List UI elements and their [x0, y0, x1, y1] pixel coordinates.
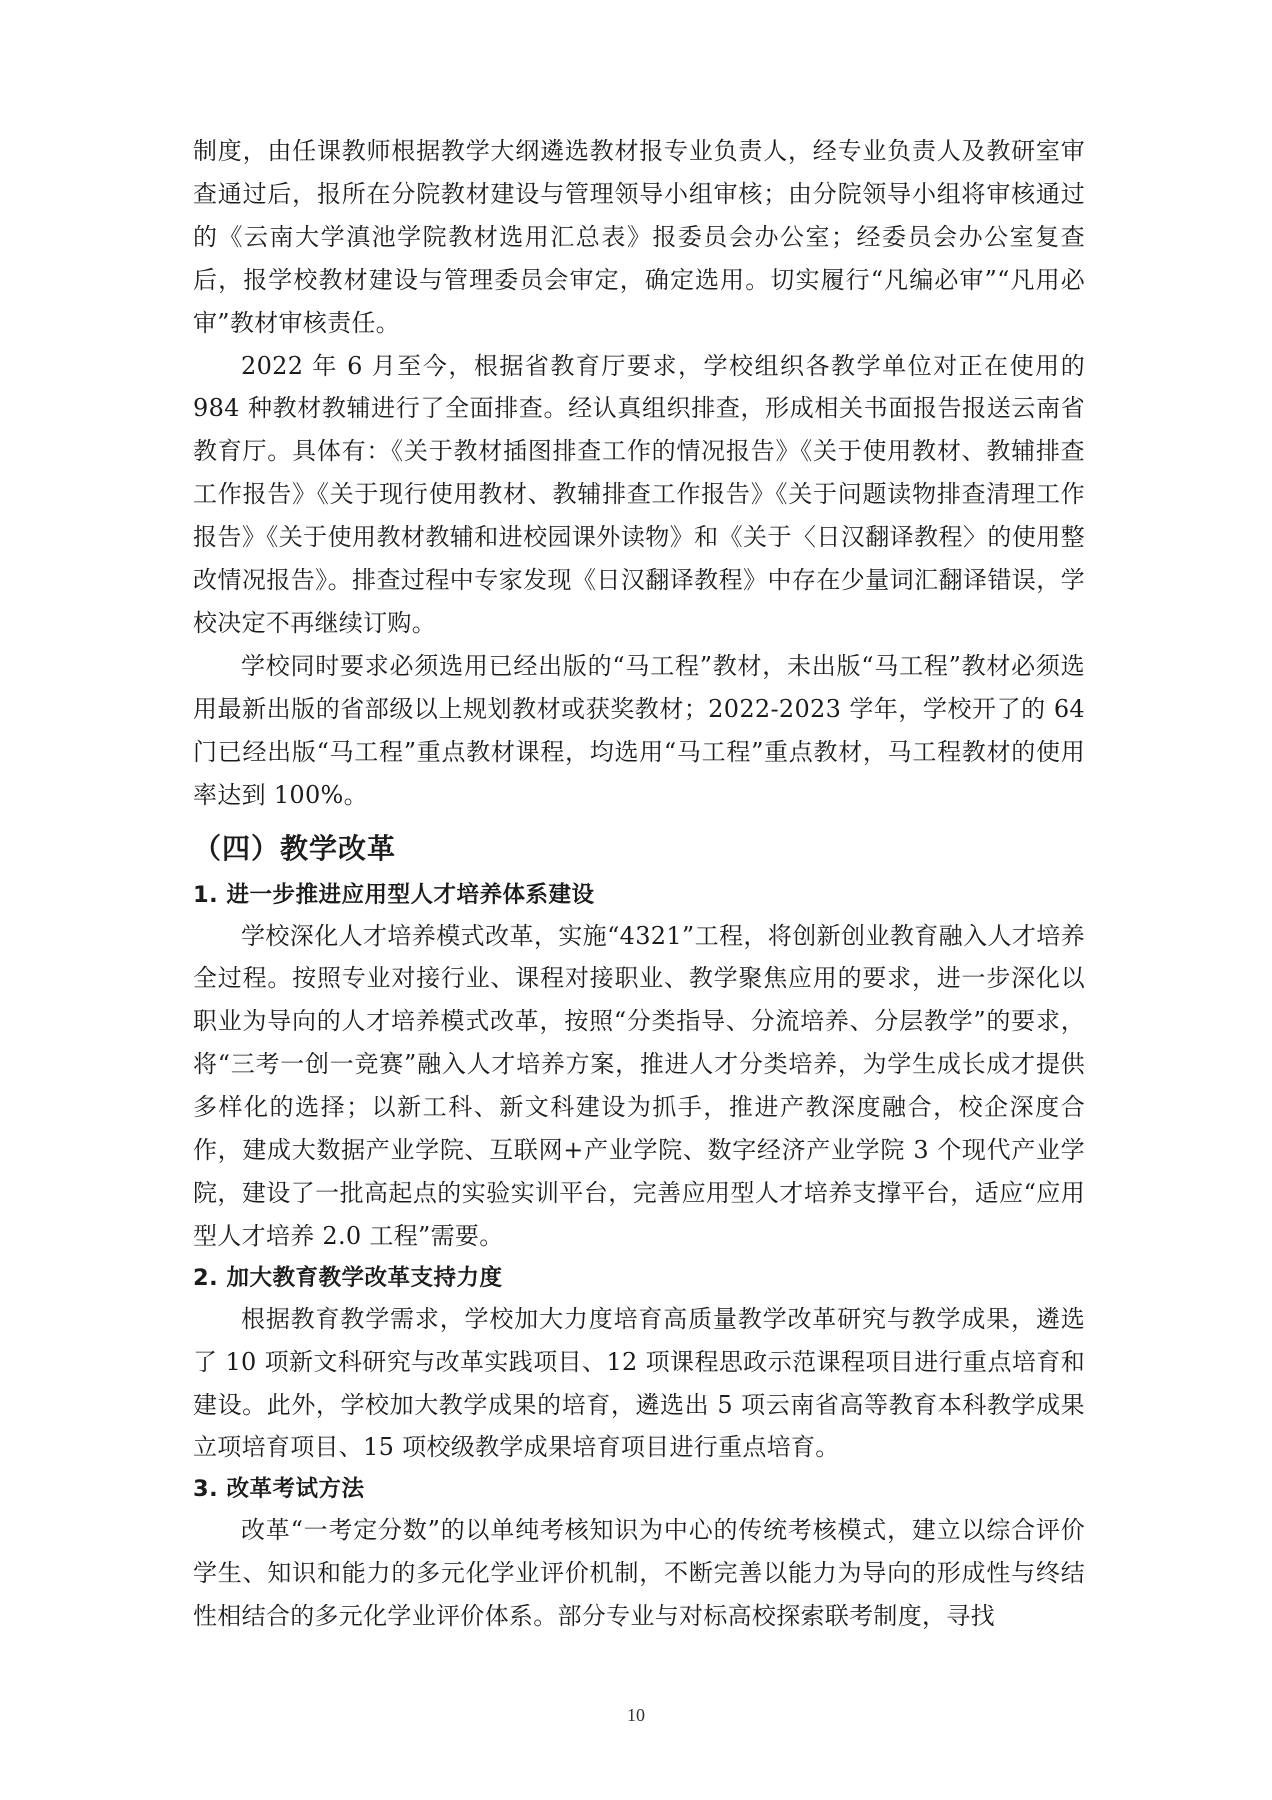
- paragraph-mgc-textbooks: 学校同时要求必须选用已经出版的“马工程”教材，未出版“马工程”教材必须选用最新出版的省部级以上规划教材或获奖教材；2022-2023 学年，学校开了的 64 门已经出版“马工程”重点教材课程，均选用“马工程”重点教材，马工程教材的使用率达到 100%。: [193, 651, 1085, 809]
- document-body: [193, 130, 1085, 1638]
- subheading-exam-reform: 3. 改革考试方法: [193, 1476, 365, 1503]
- subheading-reform-support: 2. 加大教育教学改革支持力度: [193, 1264, 503, 1291]
- page-number: 10: [627, 1705, 645, 1725]
- paragraph-reform-projects: 根据教育教学需求，学校加大力度培育高质量教学改革研究与教学成果，遴选了 10 项新文科研究与改革实践项目、12 项课程思政示范课程项目进行重点培育和建设。此外，学校加大教学成果的培育，遴选出 5 项云南省高等教育本科教学成果立项培育项目、15 项校级教学成果培育项目进行重点培育。: [193, 1304, 1085, 1462]
- paragraph-exam-methods: 改革“一考定分数”的以单纯考核知识为中心的传统考核模式，建立以综合评价学生、知识和能力的多元化学业评价机制，不断完善以能力为导向的形成性与终结性相结合的多元化学业评价体系。部分专业与对标高校探索联考制度，寻找: [193, 1516, 1085, 1631]
- paragraph-talent-cultivation: 学校深化人才培养模式改革，实施“4321”工程，将创新创业教育融入人才培养全过程。按照专业对接行业、课程对接职业、教学聚焦应用的要求，进一步深化以职业为导向的人才培养模式改革，按照“分类指导、分流培养、分层教学”的要求，将“三考一创一竞赛”融入人才培养方案，推进人才分类培养，为学生成长成才提供多样化的选择；以新工科、新文科建设为抓手，推进产教深度融合，校企深度合作，建成大数据产业学院、互联网+产业学院、数字经济产业学院 3 个现代产业学院，建设了一批高起点的实验实训平台，完善应用型人才培养支撑平台，适应“应用型人才培养 2.0 工程”需要。: [193, 921, 1085, 1250]
- subheading-applied-talent-system: 1. 进一步推进应用型人才培养体系建设: [193, 881, 595, 908]
- paragraph-textbook-review: 制度，由任课教师根据教学大纲遴选教材报专业负责人，经专业负责人及教研室审查通过后，报所在分院教材建设与管理领导小组审核；由分院领导小组将审核通过的《云南大学滇池学院教材选用汇总表》报委员会办公室；经委员会办公室复查后，报学校教材建设与管理委员会审定，确定选用。切实履行“凡编必审”“凡用必审”教材审核责任。: [193, 137, 1085, 337]
- paragraph-textbook-inspection: 2022 年 6 月至今，根据省教育厅要求，学校组织各教学单位对正在使用的984 种教材教辅进行了全面排查。经认真组织排查，形成相关书面报告报送云南省教育厅。具体有：《关于教材插图排查工作的情况报告》《关于使用教材、教辅排查工作报告》《关于现行使用教材、教辅排查工作报告》《关于问题读物排查清理工作报告》《关于使用教材教辅和进校园课外读物》和《关于〈日汉翻译教程〉的使用整改情况报告》。排查过程中专家发现《日汉翻译教程》中存在少量词汇翻译错误，学校决定不再继续订购。: [193, 351, 1085, 637]
- section-heading-teaching-reform: （四）教学改革: [193, 831, 397, 865]
